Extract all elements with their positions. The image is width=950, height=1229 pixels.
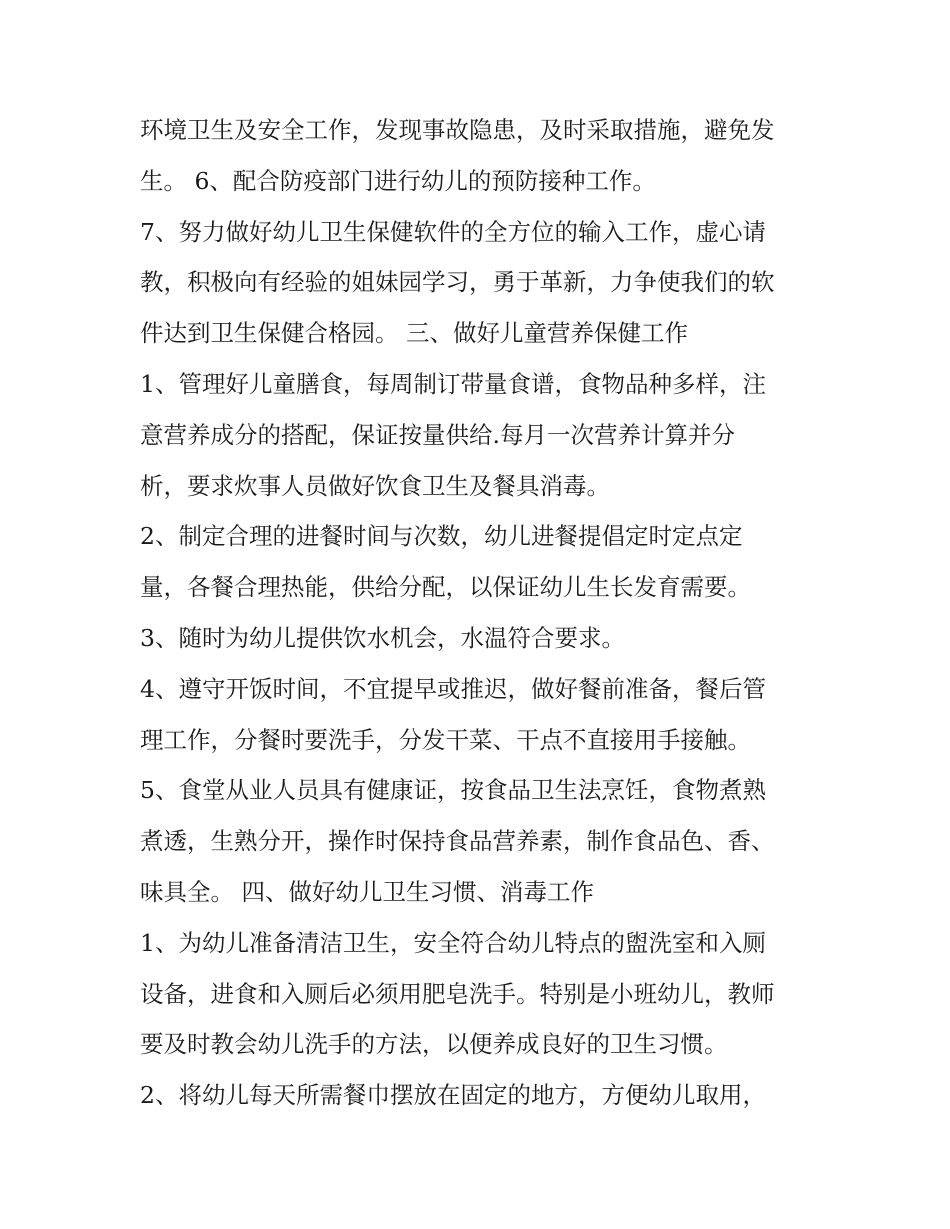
- text-line: 2、制定合理的进餐时间与次数，幼儿进餐提倡定时定点定: [140, 522, 743, 550]
- text-line: 理工作，分餐时要洗手，分发干菜、干点不直接用手接触。: [140, 726, 751, 754]
- text-line: 4、遵守开饭时间，不宜提早或推迟，做好餐前准备，餐后管: [140, 675, 766, 703]
- text-line: 生。 6、配合防疫部门进行幼儿的预防接种工作。: [140, 167, 656, 195]
- text-line: 量，各餐合理热能，供给分配，以保证幼儿生长发育需要。: [140, 573, 751, 601]
- text-line: 要及时教会幼儿洗手的方法，以便养成良好的卫生习惯。: [140, 1030, 728, 1058]
- text-line: 析，要求炊事人员做好饮食卫生及餐具消毒。: [140, 472, 610, 500]
- text-line: 7、努力做好幼儿卫生保健软件的全方位的输入工作，虚心请: [140, 218, 766, 246]
- text-line: 味具全。 四、做好幼儿卫生习惯、消毒工作: [140, 878, 594, 906]
- text-line: 环境卫生及安全工作，发现事故隐患，及时采取措施，避免发: [140, 116, 775, 144]
- text-line: 教，积极向有经验的姐妹园学习，勇于革新，力争使我们的软: [140, 268, 775, 296]
- text-line: 设备，进食和入厕后必须用肥皂洗手。特别是小班幼儿，教师: [140, 980, 775, 1008]
- text-line: 件达到卫生保健合格园。 三、做好儿童营养保健工作: [140, 319, 688, 347]
- text-line: 3、随时为幼儿提供饮水机会，水温符合要求。: [140, 624, 625, 652]
- text-line: 1、管理好儿童膳食，每周制订带量食谱，食物品种多样，注: [140, 370, 766, 398]
- text-line: 1、为幼儿准备清洁卫生，安全符合幼儿特点的盥洗室和入厕: [140, 929, 766, 957]
- text-line: 煮透，生熟分开，操作时保持食品营养素，制作食品色、香、: [140, 827, 775, 855]
- text-line: 5、食堂从业人员具有健康证，按食品卫生法烹饪，食物煮熟: [140, 776, 766, 804]
- text-line: 2、将幼儿每天所需餐巾摆放在固定的地方，方便幼儿取用，: [140, 1081, 766, 1109]
- text-line: 意营养成分的搭配，保证按量供给.每月一次营养计算并分: [140, 421, 735, 449]
